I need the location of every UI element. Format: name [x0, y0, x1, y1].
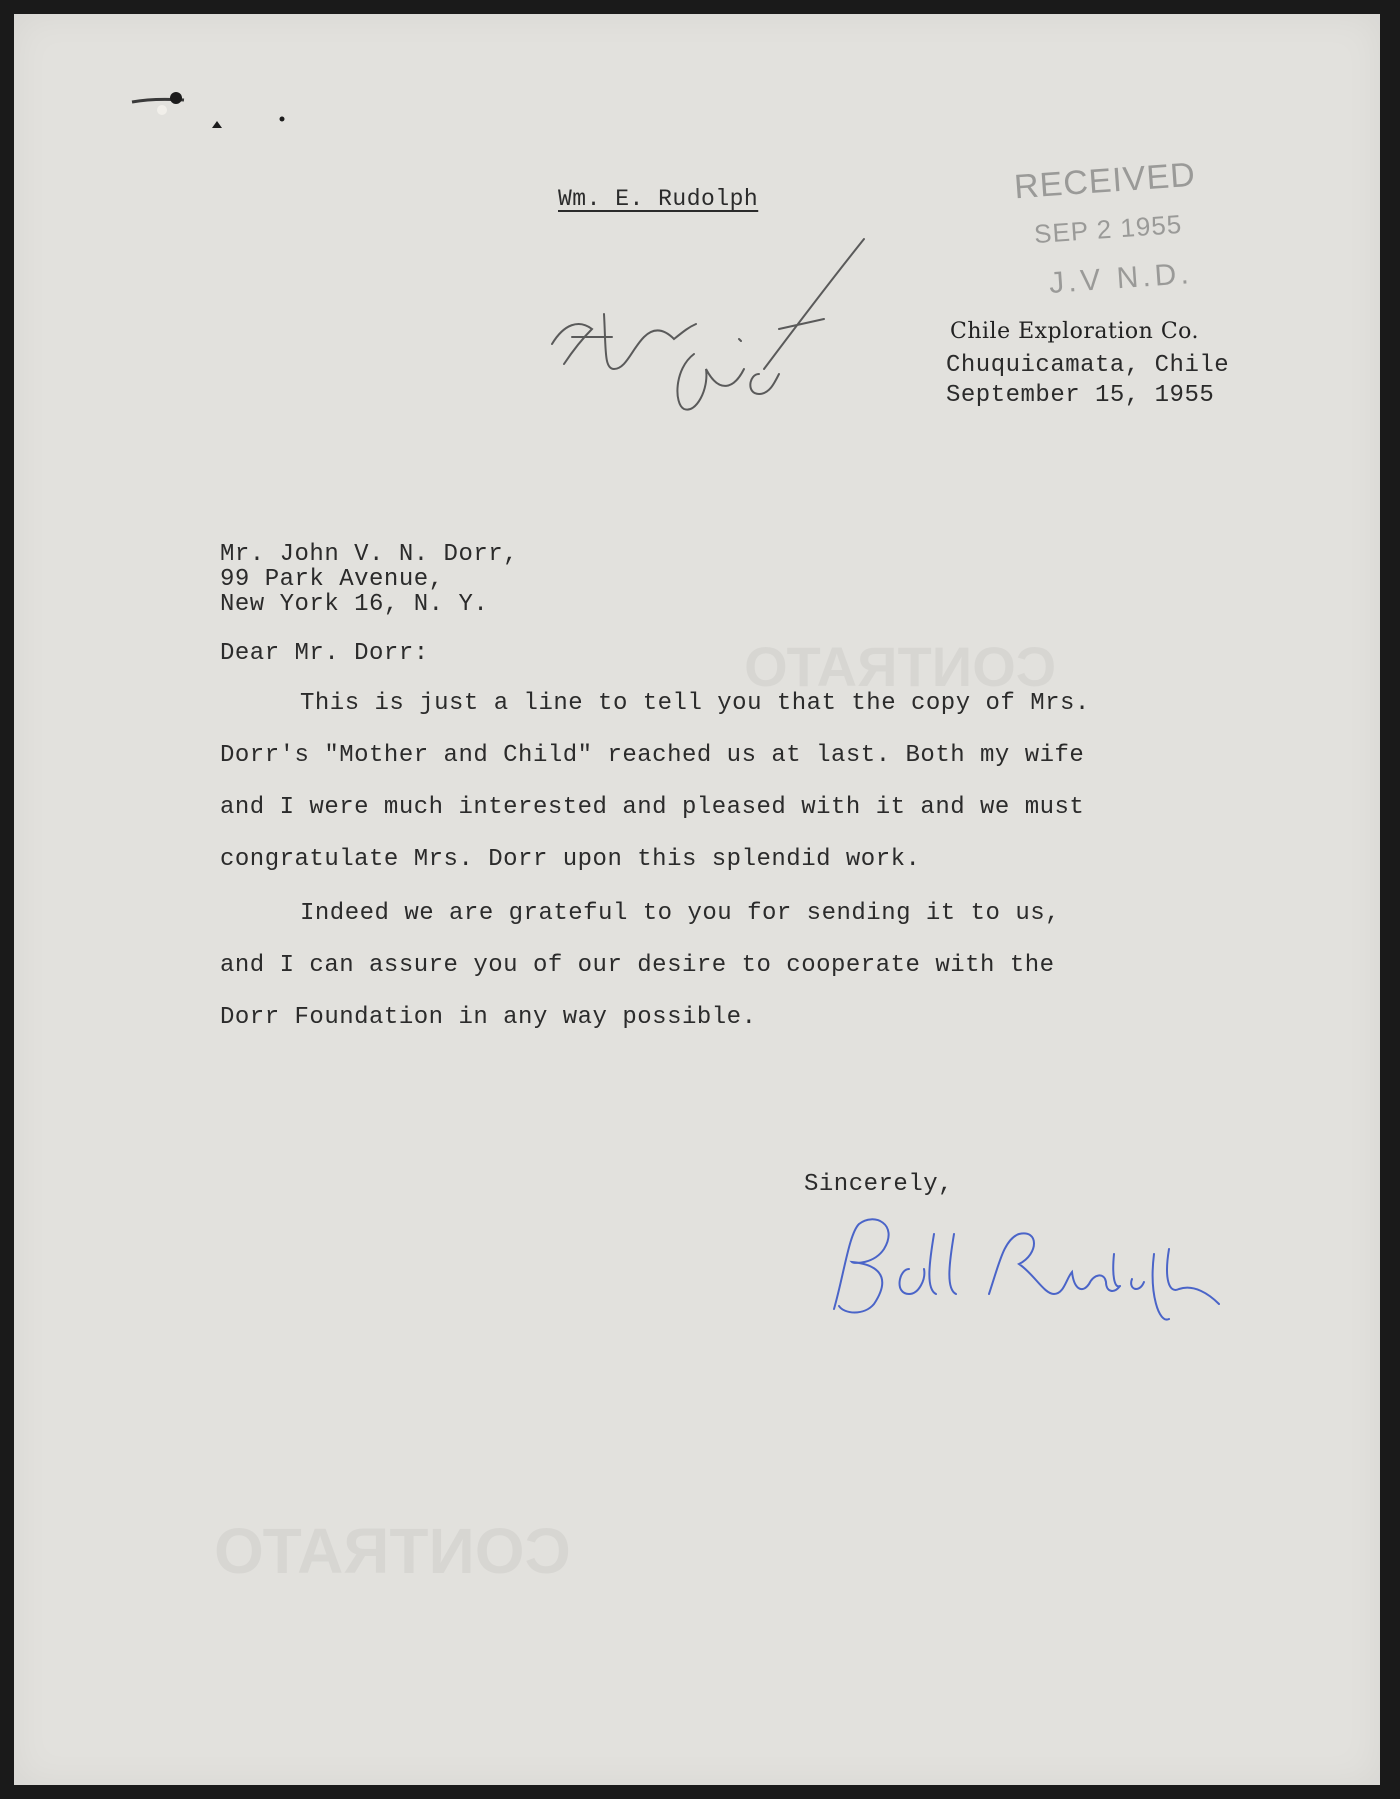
- recipient-line: New York 16, N. Y.: [220, 591, 489, 618]
- company-name: Chile Exploration Co.: [950, 319, 1200, 344]
- recipient-line: Mr. John V. N. Dorr,: [220, 541, 519, 568]
- handwritten-note: [534, 219, 914, 429]
- received-stamp-initials: J.V N.D.: [1047, 257, 1194, 300]
- letter-date: September 15, 1955: [946, 382, 1215, 409]
- body-line: congratulate Mrs. Dorr upon this splendid work.: [220, 846, 921, 873]
- salutation: Dear Mr. Dorr:: [220, 640, 429, 667]
- signature: [814, 1194, 1254, 1334]
- body-line: and I were much interested and pleased with it and we must: [220, 794, 1085, 821]
- closing: Sincerely,: [804, 1171, 954, 1198]
- received-stamp: RECEIVED: [1012, 155, 1197, 207]
- sender-name: Wm. E. Rudolph: [558, 186, 759, 212]
- body-line: Dorr's "Mother and Child" reached us at last. Both my wife: [220, 742, 1085, 769]
- letter-page: [14, 14, 1380, 1785]
- received-stamp-date: SEP 2 1955: [1033, 208, 1184, 250]
- recipient-line: 99 Park Avenue,: [220, 566, 444, 593]
- body-line: Indeed we are grateful to you for sending it to us,: [300, 900, 1061, 927]
- bleed-through-text: CONTRATO: [214, 1515, 571, 1587]
- body-line: This is just a line to tell you that the copy of Mrs.: [300, 690, 1090, 717]
- scan-marks: [114, 84, 294, 144]
- body-line: and I can assure you of our desire to cooperate with the: [220, 952, 1055, 979]
- letter-place: Chuquicamata, Chile: [946, 352, 1230, 379]
- body-line: Dorr Foundation in any way possible.: [220, 1004, 757, 1031]
- bleed-through-text: CONTRATO: [744, 635, 1057, 698]
